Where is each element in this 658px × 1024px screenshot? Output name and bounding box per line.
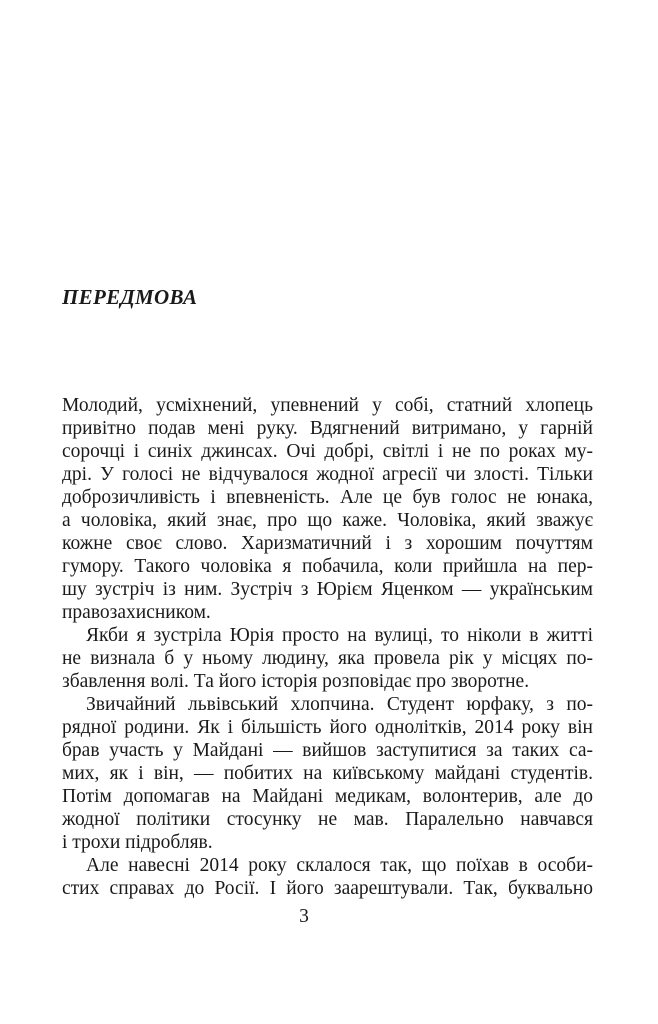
body-text: [62, 394, 593, 900]
text-line: Молодий, усміхнений, упевнений у собі, статний хлопець: [62, 395, 593, 416]
text-line: дрі. У голосі не відчувалося жодної агресії чи злості. Тільки: [62, 464, 593, 485]
text-line: Якби я зустріла Юрія просто на вулиці, то ніколи в житті: [86, 625, 593, 646]
text-line: рядної родини. Як і більшість його однолітків, 2014 року він: [62, 717, 593, 738]
text-line: правозахисником.: [62, 602, 211, 623]
text-line: Але навесні 2014 року склалося так, що поїхав в особи-: [86, 855, 593, 876]
text-line: кожне своє слово. Харизматичний і з хорошим почуттям: [62, 533, 593, 554]
page-number: 3: [299, 906, 309, 927]
text-line: жодної політики стосунку не мав. Паралельно навчався: [62, 809, 593, 830]
text-line: привітно подав мені руку. Вдягнений витримано, у гарній: [62, 418, 593, 439]
paragraph: [62, 854, 593, 900]
text-line: мих, як і він, — побитих на київському майдані студентів.: [62, 763, 593, 784]
text-line: Звичайний львівський хлопчина. Студент юрфаку, з по-: [86, 694, 593, 715]
paragraph: [62, 394, 593, 624]
text-line: шу зустріч із ним. Зустріч з Юрієм Яценком — українським: [62, 579, 593, 600]
text-line: доброзичливість і впевненість. Але це був голос не юнака,: [62, 487, 593, 508]
paragraph: [62, 624, 593, 693]
text-line: стих справах до Росії. І його заарештували. Так, буквально: [62, 878, 593, 899]
text-line: збавлення волі. Та його історія розповідає про зворотне.: [62, 671, 530, 692]
text-line: і трохи підробляв.: [62, 832, 213, 853]
chapter-heading: ПЕРЕДМОВА: [62, 285, 198, 309]
text-line: гумору. Такого чоловіка я побачила, коли прийшла на пер-: [62, 556, 593, 577]
text-line: Потім допомагав на Майдані медикам, волонтерив, але до: [62, 786, 593, 807]
text-line: не визнала б у ньому людину, яка провела рік у місцях по-: [62, 648, 593, 669]
text-line: брав участь у Майдані — вийшов заступитися за таких са-: [62, 740, 593, 761]
text-line: а чоловіка, який знає, про що каже. Чоловіка, який зважує: [62, 510, 593, 531]
paragraph: [62, 693, 593, 854]
text-line: сорочці і синіх джинсах. Очі добрі, світлі і не по роках му-: [62, 441, 593, 462]
